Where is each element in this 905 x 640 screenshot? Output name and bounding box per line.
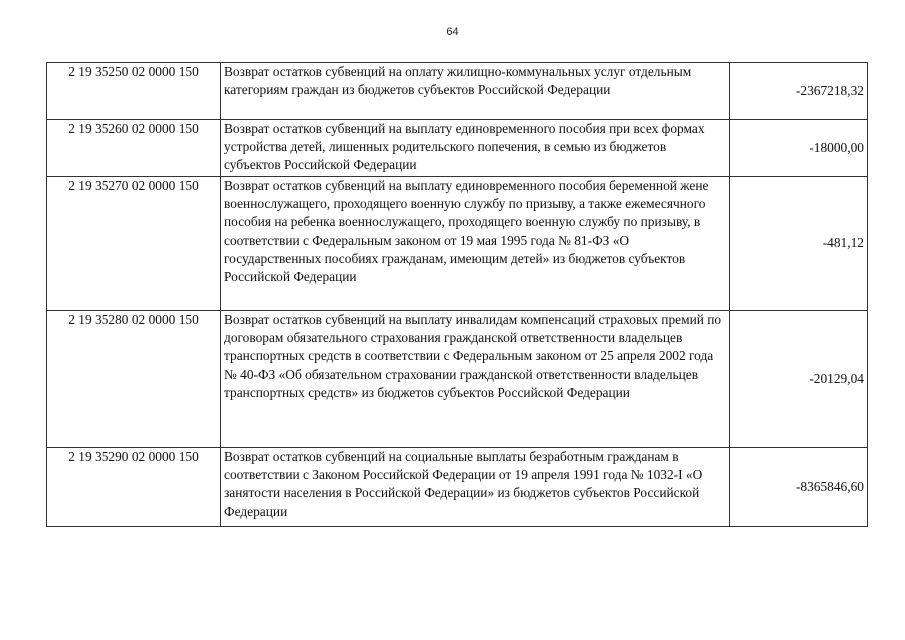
amount-cell: -2367218,32 [730,63,868,120]
budget-code-cell: 2 19 35250 02 0000 150 [47,63,221,120]
budget-code-cell: 2 19 35290 02 0000 150 [47,448,221,527]
budget-table [46,62,868,527]
description-cell: Возврат остатков субвенций на выплату единовременного пособия при всех формах устройства детей, лишенных родительского попечения, в семью из бюджетов субъектов Российской Федерации [221,120,730,177]
description-cell: Возврат остатков субвенций на социальные выплаты безработным гражданам в соответствии с Законом Российской Федерации от 19 апреля 1991 года № 1032-I «О занятости населения в Российской Федерации» из бюджетов субъектов Российской Федерации [221,448,730,527]
description-cell: Возврат остатков субвенций на выплату единовременного пособия беременной жене военнослужащего, проходящего военную службу по призыву, а также ежемесячного пособия на ребенка военнослужащего, проходящего военную службу по призыву, в соответствии с Федеральным законом от 19 мая 1995 года № 81-ФЗ «О государственных пособиях гражданам, имеющим детей» из бюджетов субъектов Российской Федерации [221,177,730,311]
table-row [47,63,868,120]
table-row [47,120,868,177]
amount-cell: -18000,00 [730,120,868,177]
table-row [47,448,868,527]
amount-cell: -8365846,60 [730,448,868,527]
amount-cell: -481,12 [730,177,868,311]
amount-cell: -20129,04 [730,311,868,448]
budget-code-cell: 2 19 35260 02 0000 150 [47,120,221,177]
table-row [47,177,868,311]
table-row [47,311,868,448]
page-number: 64 [446,26,459,38]
description-cell: Возврат остатков субвенций на оплату жилищно-коммунальных услуг отдельным категориям граждан из бюджетов субъектов Российской Федерации [221,63,730,120]
budget-code-cell: 2 19 35270 02 0000 150 [47,177,221,311]
budget-code-cell: 2 19 35280 02 0000 150 [47,311,221,448]
description-cell: Возврат остатков субвенций на выплату инвалидам компенсаций страховых премий по договорам обязательного страхования гражданской ответственности владельцев транспортных средств в соответствии с Федеральным законом от 25 апреля 2002 года № 40-ФЗ «Об обязательном страховании гражданской ответственности владельцев транспортных средств» из бюджетов субъектов Российской Федерации [221,311,730,448]
